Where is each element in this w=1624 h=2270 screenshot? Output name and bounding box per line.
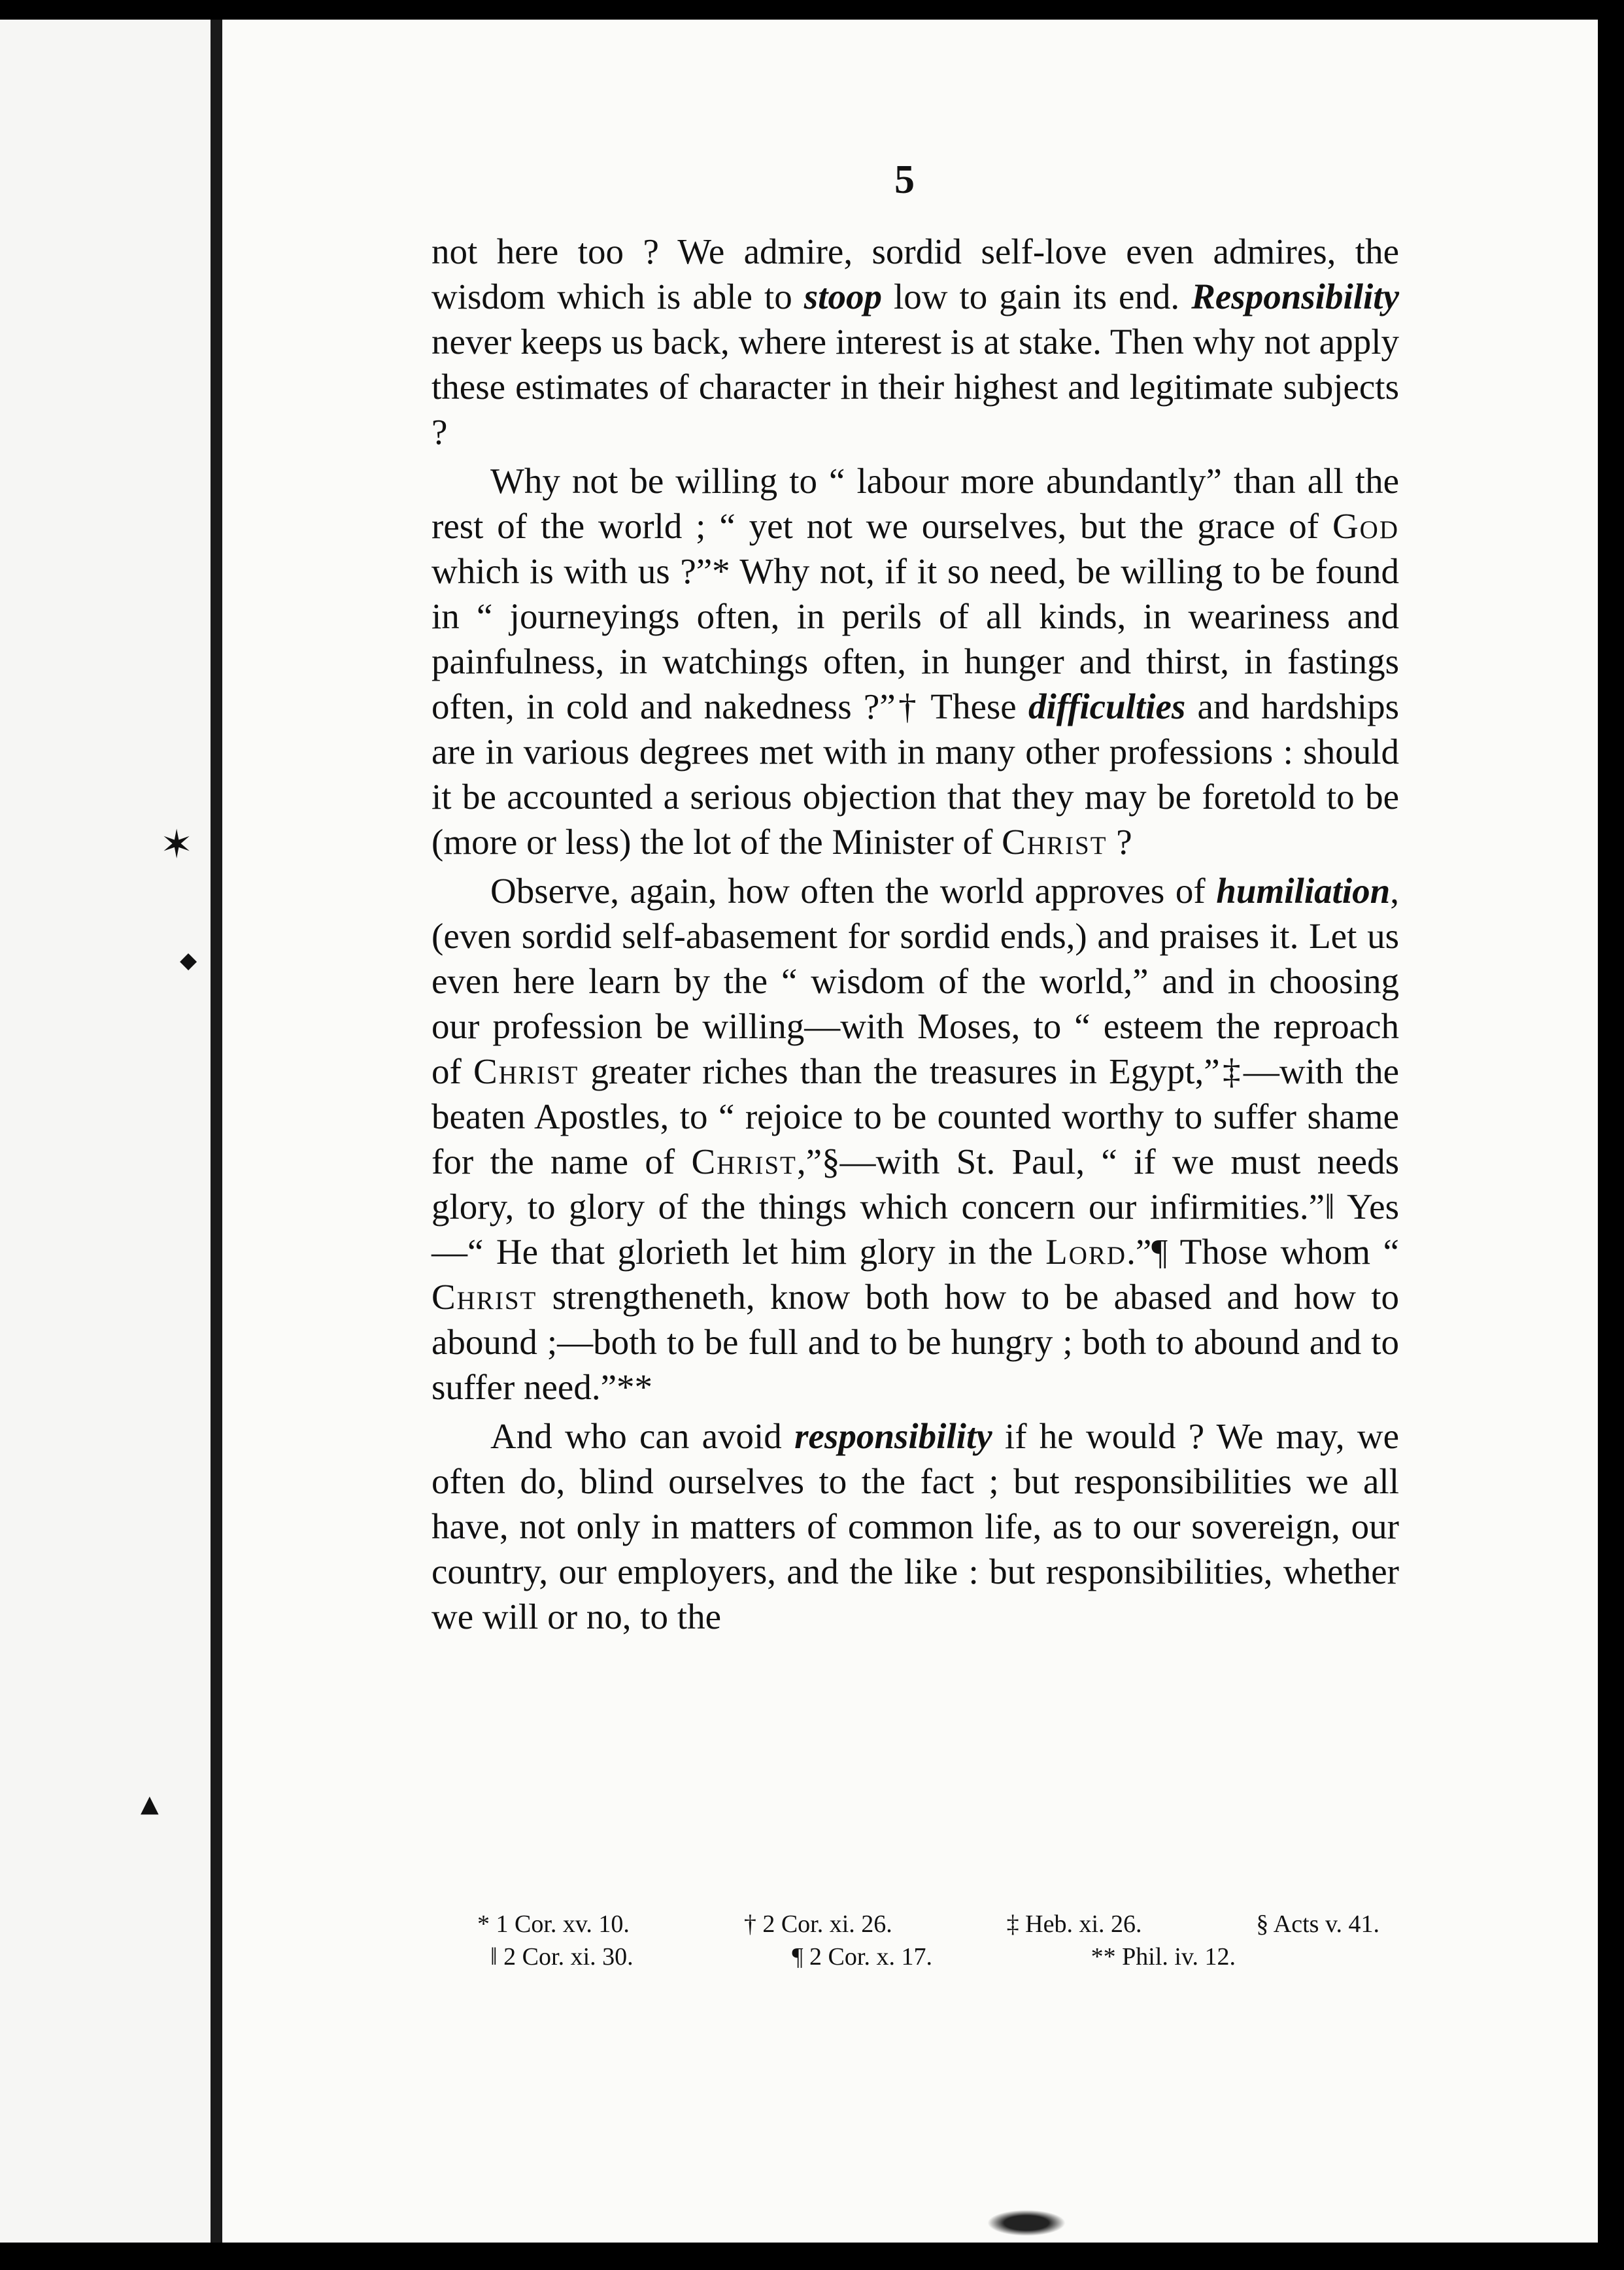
page-number: 5 [894,158,915,202]
small-caps-text: God [1332,506,1399,546]
emphasis-text: difficulties [1028,686,1186,726]
footnote-row [477,1940,1379,1973]
page-gutter [211,20,222,2243]
paragraph [431,868,1399,1410]
emphasis-text: responsibility [794,1416,992,1456]
paragraph [431,229,1399,454]
text-segment: never keeps us back, where interest is at stake. Then why not apply these estimates of character in their highest and legitimate subjects ? [431,322,1399,452]
emphasis-text: humiliation [1216,871,1391,911]
margin-mark: ▲ [141,1791,159,1818]
paragraph [431,1414,1399,1639]
small-caps-text: Christ [1002,822,1108,862]
small-caps-text: Lord [1045,1232,1127,1272]
text-segment: if he would ? We may, we often do, blind ourselves to the fact ; but responsibilities we all have, not only in matters of common life, as to our sovereign, our country, our employers, and the like : but responsibilities, whether we will or no, to the [431,1416,1399,1636]
emphasis-text: Responsibility [1191,277,1399,316]
footnote: ‡ Heb. xi. 26. [1006,1910,1142,1938]
footnotes [477,1908,1379,1973]
previous-page-edge [0,20,211,2243]
emphasis-text: stoop [804,277,882,316]
footnote-row [477,1908,1379,1940]
text-segment: ? [1107,822,1132,862]
body-text [431,229,1399,1643]
text-segment: And who can avoid [490,1416,795,1456]
footnote: † 2 Cor. xi. 26. [743,1910,892,1938]
footnote: * 1 Cor. xv. 10. [477,1910,630,1938]
footnote: ‖ 2 Cor. xi. 30. [490,1943,634,1971]
footnote: ** Phil. iv. 12. [1091,1943,1236,1971]
small-caps-text: Christ [691,1142,797,1181]
small-caps-text: Christ [473,1051,579,1091]
text-segment: , (even sordid self-abasement for sordid ends,) and praises it. Let us even here learn by the “ wisdom of the world,” and in choosing our profession be willing—with Moses, to “ esteem the reproach of [431,871,1399,1091]
margin-mark: ◆ [180,947,197,974]
text-segment: Why not be willing to “ labour more abundantly” than all the rest of the world ; “ yet not we ourselves, but the grace of [431,461,1399,546]
text-segment: low to gain its end. [881,277,1192,316]
text-segment: not here too ? We admire, sordid self-love even admires, the wisdom which is able to [431,231,1399,316]
text-segment: ,”§—with St. Paul, “ if we must needs glory, to glory of the things which concern our infirmities.”‖ Yes—“ He that glorieth let him glory in the [431,1142,1399,1272]
text-segment: Observe, again, how often the world approves of [490,871,1217,911]
text-segment: and hardships are in various degrees met with in many other professions : should it be accounted a serious objection that they may be foretold to be (more or less) the lot of the Minister of [431,686,1399,862]
text-segment: .”¶ Those whom “ [1126,1232,1399,1272]
scan-blot [987,2210,1066,2236]
footnote: § Acts v. 41. [1256,1910,1379,1938]
small-caps-text: Christ [431,1277,537,1317]
text-segment: strengtheneth, know both how to be abased and how to abound ;—both to be full and to be hungry ; both to abound and to suffer need.”** [431,1277,1399,1407]
margin-mark: ✶ [160,822,194,868]
footnote: ¶ 2 Cor. x. 17. [792,1943,932,1971]
text-segment: greater riches than the treasures in Egypt,”‡—with the beaten Apostles, to “ rejoice to be counted worthy to suffer shame for the name of [431,1051,1399,1181]
paragraph [431,458,1399,864]
text-segment: which is with us ?”* Why not, if it so need, be willing to be found in “ journeyings often, in perils of all kinds, in weariness and painfulness, in watchings often, in hunger and thirst, in fastings often, in cold and nakedness ?”† These [431,551,1399,726]
